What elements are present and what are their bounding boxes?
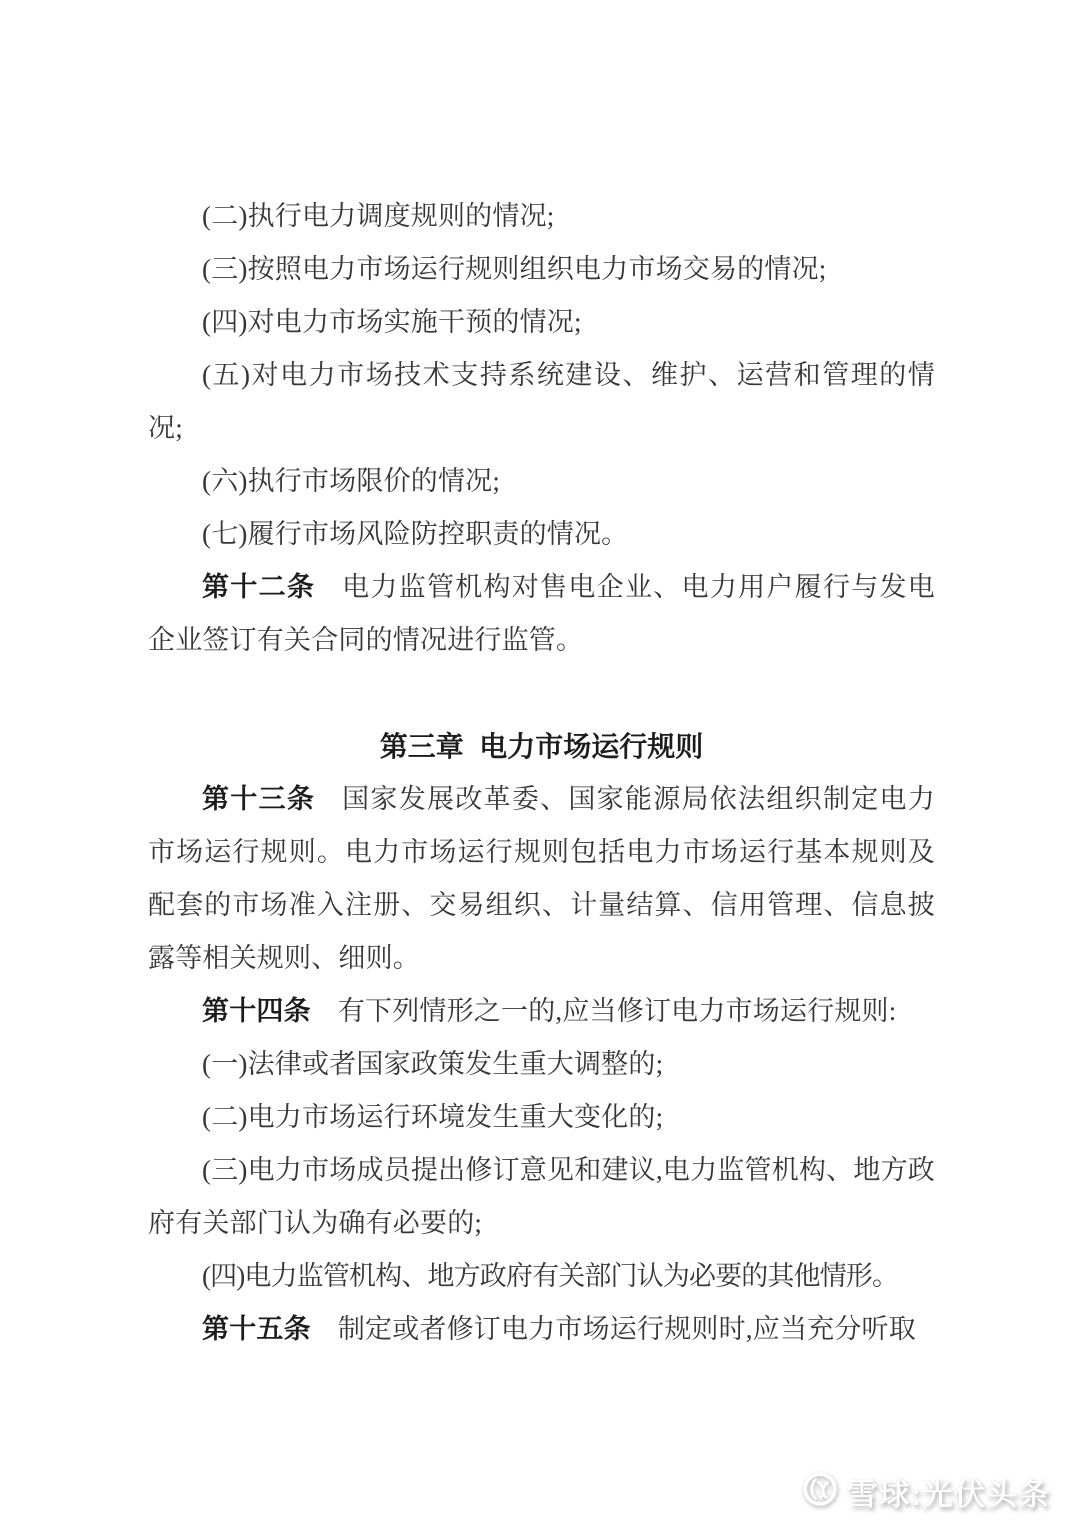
clause-text: (一)法律或者国家政策发生重大调整的; — [202, 1049, 664, 1079]
clause-item — [148, 1091, 935, 1144]
article-number: 第十二条 — [202, 572, 316, 602]
clause-item — [148, 296, 935, 349]
clause-item — [148, 349, 935, 455]
chapter-title: 电力市场运行规则 — [479, 731, 704, 762]
clause-text: (二)电力市场运行环境发生重大变化的; — [202, 1102, 664, 1132]
article-14-paragraph — [148, 985, 935, 1038]
article-12-paragraph — [148, 561, 935, 667]
article-15-paragraph — [148, 1303, 935, 1356]
clause-item — [148, 190, 935, 243]
watermark — [802, 1469, 1050, 1514]
article-text: 制定或者修订电力市场运行规则时,应当充分听取 — [337, 1314, 916, 1344]
clause-item — [148, 1144, 935, 1250]
clause-text: (六)执行市场限价的情况; — [202, 466, 501, 496]
chapter-number: 第三章 — [379, 731, 464, 762]
clause-text: (三)按照电力市场运行规则组织电力市场交易的情况; — [202, 254, 827, 284]
clause-text: (五)对电力市场技术支持系统建设、维护、运营和管理的情况; — [148, 360, 935, 443]
clause-item — [148, 1038, 935, 1091]
article-number: 第十四条 — [202, 996, 311, 1026]
clause-text: (二)执行电力调度规则的情况; — [202, 201, 555, 231]
article-text: 有下列情形之一的,应当修订电力市场运行规则: — [337, 996, 897, 1026]
article-text: 电力监管机构对售电企业、电力用户履行与发电企业签订有关合同的情况进行监管。 — [148, 572, 935, 655]
clause-item — [148, 455, 935, 508]
clause-item — [148, 1250, 935, 1303]
clause-text: (四)电力监管机构、地方政府有关部门认为必要的其他情形。 — [202, 1261, 899, 1291]
article-number: 第十五条 — [202, 1314, 311, 1344]
watermark-text: 雪球:光伏头条 — [846, 1477, 1050, 1512]
chapter-3-heading — [148, 720, 935, 773]
article-13-paragraph — [148, 773, 935, 985]
clause-item — [148, 243, 935, 296]
article-number: 第十三条 — [202, 784, 316, 814]
clause-item — [148, 508, 935, 561]
xueqiu-logo-icon — [802, 1471, 838, 1512]
clause-text: (三)电力市场成员提出修订意见和建议,电力监管机构、地方政府有关部门认为确有必要的; — [148, 1155, 935, 1238]
article-text: 国家发展改革委、国家能源局依法组织制定电力市场运行规则。电力市场运行规则包括电力市场运行基本规则及配套的市场准入注册、交易组织、计量结算、信用管理、信息披露等相关规则、细则。 — [148, 784, 935, 973]
clause-text: (七)履行市场风险防控职责的情况。 — [202, 519, 629, 549]
clause-text: (四)对电力市场实施干预的情况; — [202, 307, 582, 337]
